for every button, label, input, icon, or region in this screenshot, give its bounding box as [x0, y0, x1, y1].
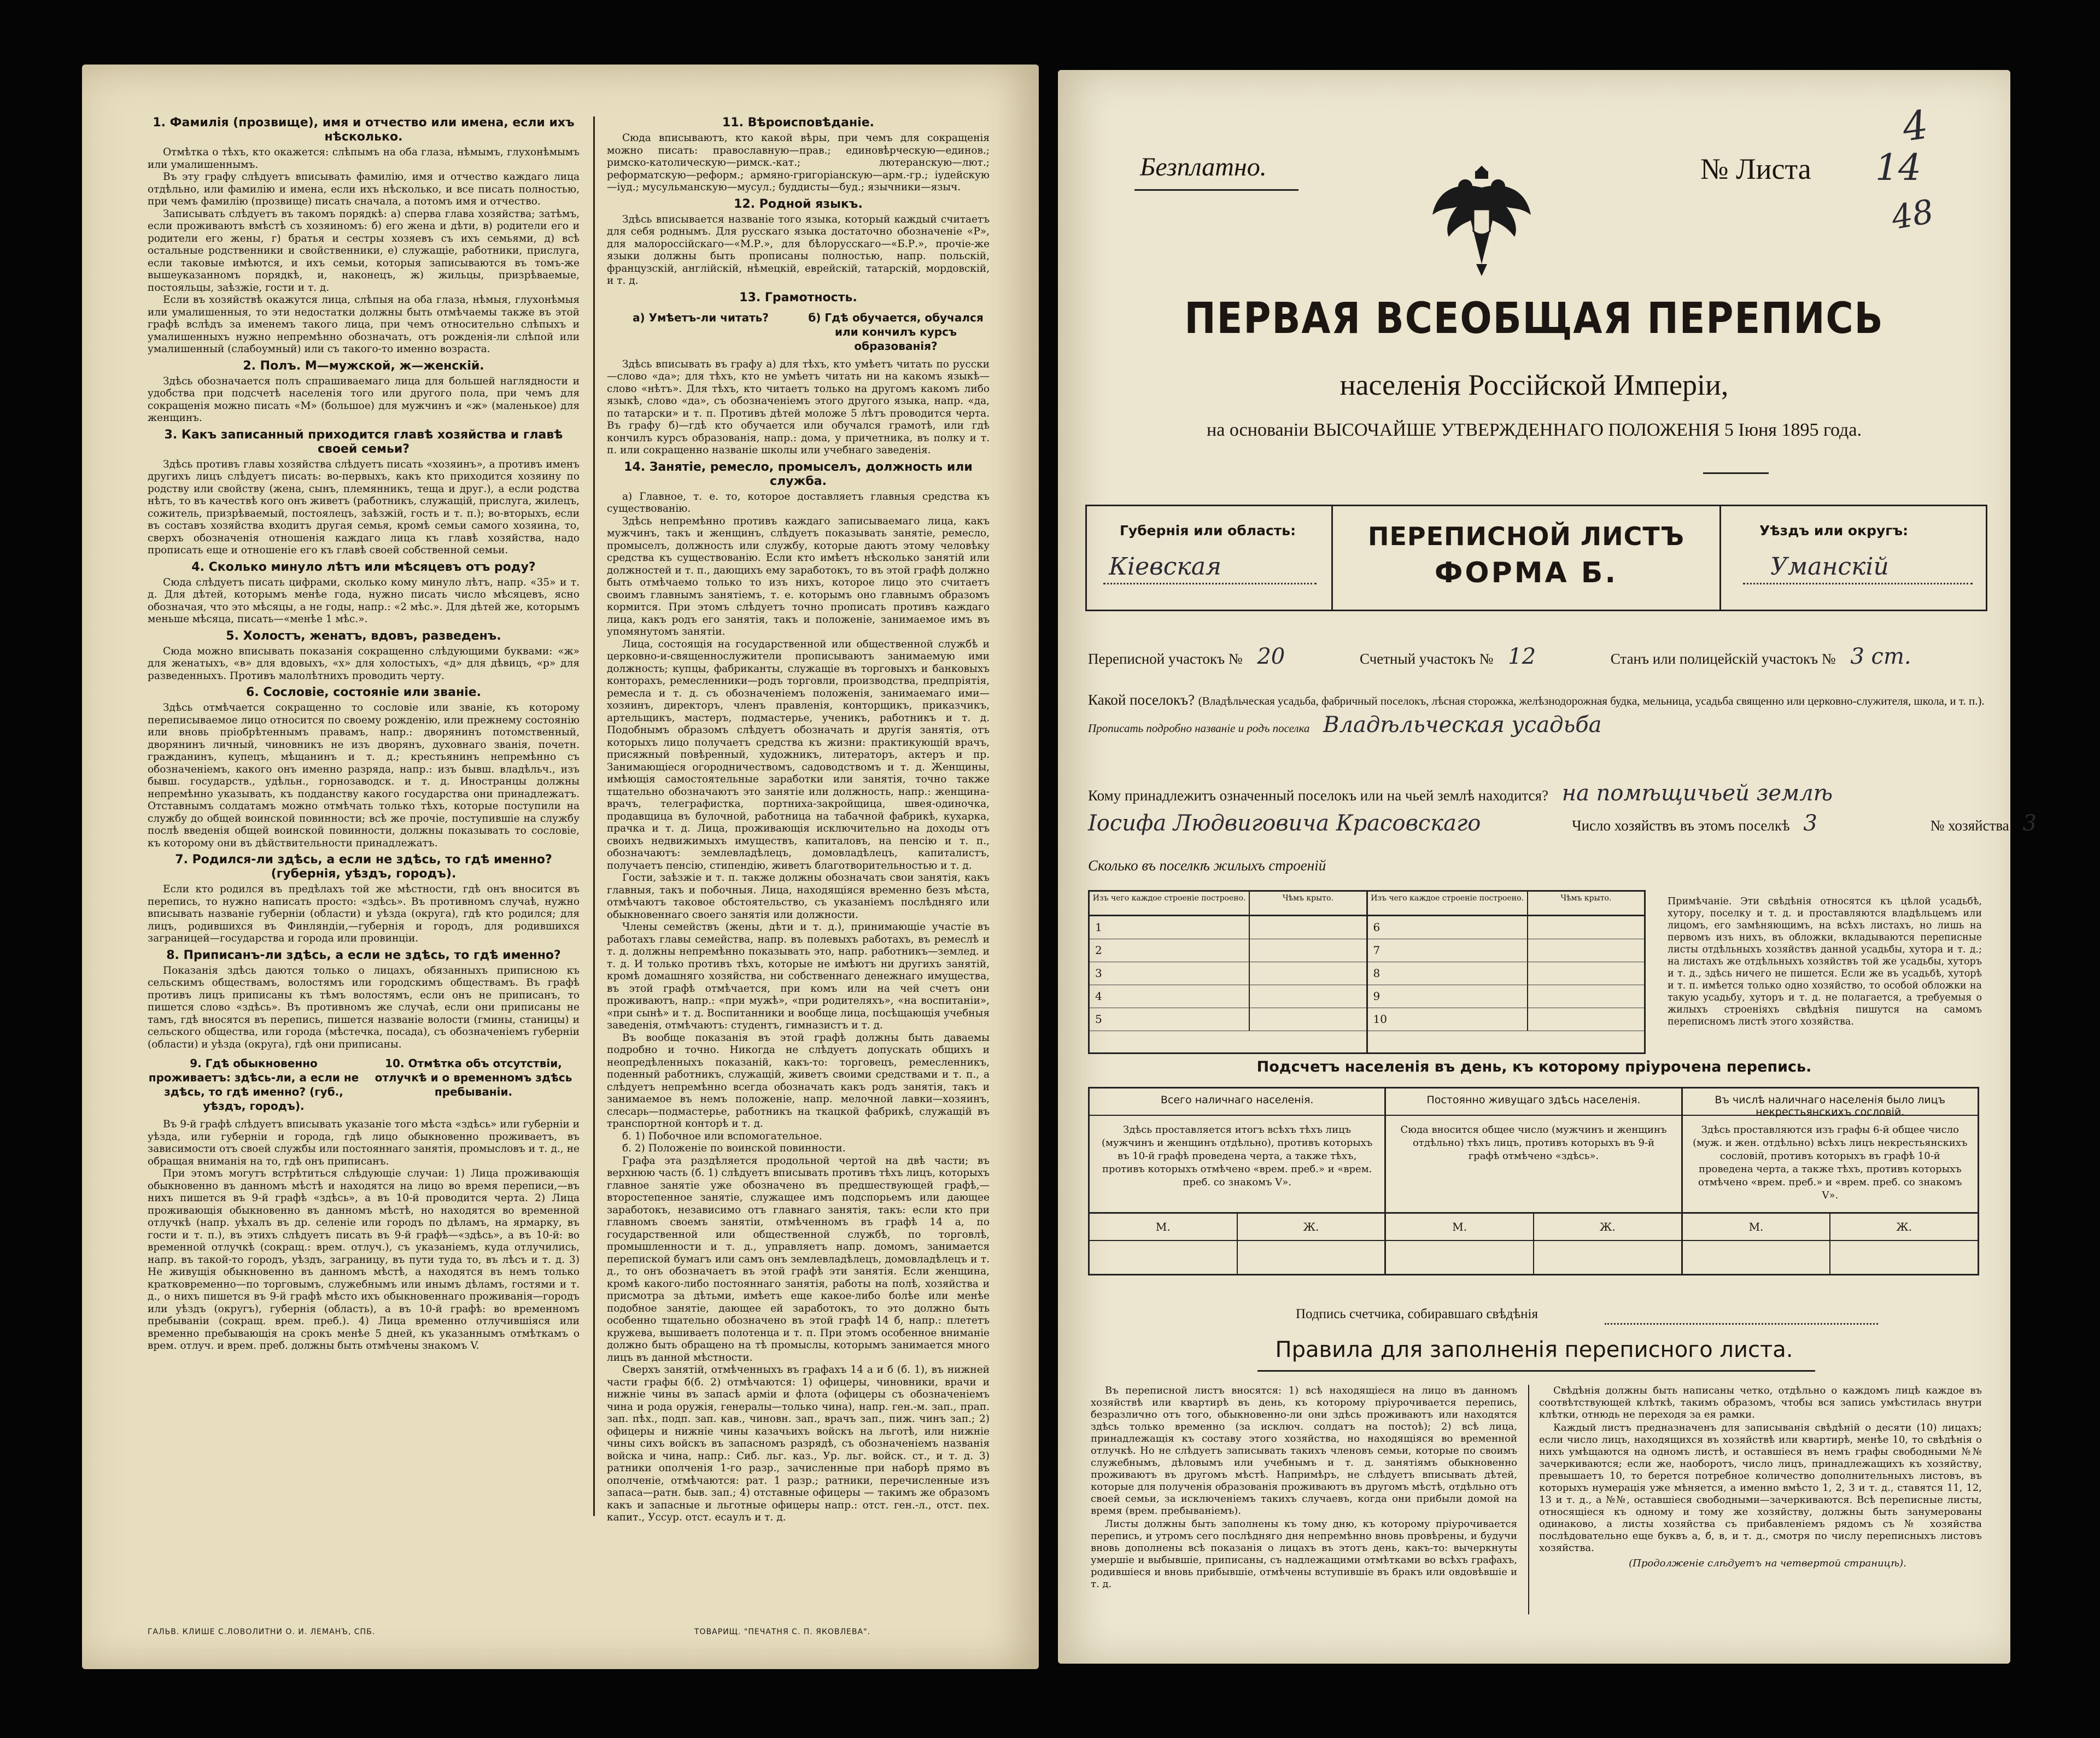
form-header-box — [1085, 505, 1987, 611]
section-heading: 13. Грамотность. — [739, 290, 857, 305]
row-number: 8 — [1368, 962, 1528, 985]
instruction-section — [148, 116, 580, 356]
left-page — [82, 65, 1039, 1669]
instruction-section — [607, 291, 990, 305]
population-column-description: Здѣсь проставляются изъ графы 6-й общее число (муж. и жен. отдѣльно) всѣхъ лицъ некрестьянскихъ сословій, противъ которыхъ въ графѣ 10-й проведена черта, а также тѣхъ, противъ которыхъ отмѣчено «врем. преб.» и «врем. преб. со знакомъ V». — [1683, 1116, 1978, 1214]
sex-header-row — [1683, 1214, 1978, 1241]
row-roof-cell — [1250, 916, 1261, 939]
rules-heading: Правила для заполненія переписного листа. — [1275, 1337, 1793, 1362]
stan-value: 3 ст. — [1850, 644, 1911, 669]
corner-mark: 4 — [1899, 101, 1931, 150]
section-heading: 11. Вѣроисповѣданіе. — [722, 116, 874, 130]
row-roof-cell — [1250, 939, 1261, 962]
population-column-header: Всего наличнаго населенія. — [1090, 1089, 1384, 1116]
sex-header-row — [1090, 1214, 1384, 1241]
row-roof-cell — [1528, 916, 1539, 939]
row-number: 1 — [1090, 916, 1250, 939]
buildings-remark: Примѣчаніе. Эти свѣдѣнія относятся къ цѣлой усадьбѣ, хутору, поселку и т. д. и проставляются владѣльцемъ или лицомъ, его замѣняющимъ, на всѣхъ листахъ, но лишь на первомъ изъ нихъ, въ обложки, вкладываются переписные листы отдѣльныхъ хозяйствъ данной усадьбы, хутора и т. д.; на листахъ же отдѣльныхъ хозяйствъ той же усадьбы, хуторъ и т. д., здѣсь ничего не пишется. Если же въ усадьбѣ, хуторѣ и т. п. имѣется только одно хозяйство, то особой обложки на такую усадьбу, хуторъ и т. д. не полагается, а требуемыя о жилыхъ строеніяхъ свѣдѣнія пишутся на самомъ переписномъ листѣ этого хозяйства. — [1668, 896, 1982, 1027]
continuation-note: (Продолженіе слѣдуетъ на четвертой страницѣ). — [1629, 1558, 1906, 1569]
section-heading: 3. Какъ записанный приходится главѣ хозяйства и главѣ своей семьи? — [164, 428, 563, 456]
instruction-section — [607, 197, 990, 288]
province-cell — [1087, 506, 1333, 610]
settlement-line — [1088, 688, 1985, 740]
census-section-label: Переписной участокъ № — [1088, 651, 1243, 667]
section-heading: 1. Фамилія (прозвище), имя и отчество или имена, если ихъ нѣсколько. — [153, 116, 575, 144]
population-column-header: Постоянно живущаго здѣсь населенія. — [1386, 1089, 1681, 1116]
form-subtitle: ФОРМА Б. — [1434, 557, 1618, 589]
section-paragraph: Сверхъ занятій, отмѣченныхъ въ графахъ 14 а и б (б. 1), въ нижней части графы б(б. 2) отмѣчаются: 1) офицеры, чиновники, врачи и нижніе чины въ запасѣ арміи и флота (офицеры съ обозначеніемъ чина и рода оружія, генералы—только чина), напр. ген.-м. зап., прап. зап. пѣх., подп. зап. кав., чиновн. зап., врачъ зап., пиж. чинъ зап.; 2) офицеры и нижніе чины казачьихъ войскъ на льготѣ, или нижніе чины сихъ войскъ въ запасномъ разрядѣ, съ обозначеніемъ названія войска и чина, напр.: Сиб. льг. каз., Ур. льг. войск. ст., и т. д. 3) ратники ополченія 1-го разр., зачисленные при наборѣ прямо въ ополченіе, отмѣчаются: рат. 1 разр.; ратники, перечисленные изъ запаса—ратн. быв. зап.; 4) отставные офицеры — такимъ же образомъ какъ и запасные и льготные офицеры напр.: отст. ген.-л., отст. пех. капит., Уссур. отст. есаулъ и т. д. — [607, 1364, 990, 1523]
male-count-cell — [1683, 1241, 1831, 1274]
row-number: 9 — [1368, 985, 1528, 1008]
section-paragraph: Здѣсь противъ главы хозяйства слѣдуетъ писать «хозяинъ», а противъ именъ другихъ лицъ слѣдуетъ писать: во-первыхъ, какъ кто приходится хозяину по родству или свойству (жена, сынъ, племянникъ, теща и друг.), а если родства нѣтъ, то въ качествѣ кого онъ живетъ (работникъ, служащій, прислуга, жилецъ, сожитель, призрѣваемый, постоялецъ, заѣзжій, гость и т. п.); во-вторыхъ, если въ составъ хозяйства входитъ другая семья, кромѣ семьи самого хозяина, то, сверхъ обозначенія отношенія каждаго лица къ главѣ хозяйства, надо прописать еще и отношеніе его къ главѣ своей собственной семьи. — [148, 458, 580, 556]
section-heading: 12. Родной языкъ. — [734, 197, 863, 211]
section-paragraph: При этомъ могутъ встрѣтиться слѣдующіе случаи: 1) Лица проживающія обыкновенно въ данномъ мѣстѣ и находятся на лицо во время переписи,—въ нихъ пишется въ 9-й графѣ «здѣсь», а въ 10-й проводится черта. 2) Лица проживающія обыкновенно въ данномъ мѣстѣ, но находятся во временной отлучкѣ (напр. уѣхалъ въ др. селеніе или городъ по дѣламъ, на ярмарку, въ гости и т. п.), въ этихъ слѣдуетъ писать въ 9-й графѣ—«здѣсь», а въ 10-й: во временной отлучкѣ (сокращ.: врем. отлуч.), съ указаніемъ, куда отлучились, напр. въ такой-то городъ, уѣздъ, заграницу, въ пути туда то, въ лѣсъ и т. д. 3) Не живущія обыкновенно въ данномъ мѣстѣ, а находятся въ немъ только кратковременно—по торговымъ, служебнымъ или инымъ дѣламъ, гостями и т. д., о нихъ пишется въ 9-й графѣ мѣсто ихъ обыкновеннаго проживанія—городъ или уѣздъ (округъ), губернія (область), а въ 10-й графѣ: во временномъ пребываніи (сокращ. врем. преб.). 4) Лица временно отлучившіяся или временно пребывающія на срокъ менѣе 5 дней, къ указаннымъ отмѣткамъ о врем. отлуч. и врем. преб. должны быть отмѣчены знакомъ V. — [148, 1168, 580, 1351]
owner-households-line — [1088, 811, 2037, 836]
rules-paragraph: Каждый листъ предназначенъ для записыванія свѣдѣній о десяти (10) лицахъ; если число лицъ, находящихся въ хозяйствѣ или квартирѣ, менѣе 10, то свѣдѣнія о нихъ умѣщаются на одномъ листѣ, и оставшіеся въ немъ графы свободными №№ зачеркиваются; если же, наоборотъ, число лицъ, принадлежащихъ къ хозяйству, превышаетъ 10, то берется потребное количество дополнительныхъ листовъ, въ которыхъ нумерація уже мѣняется, а именно вмѣсто 1, 2, 3 и т. д., ставятся 11, 12, 13 и т. д., а №№, оставшіеся свободными—зачеркиваются. Всѣ переписные листы, относящіеся къ одному и тому же хозяйству, должны быть занумерованы одинаково, а листы хозяйства съ прибавленіемъ рядомъ съ № хозяйства послѣдовательно еще буквъ а, б, в, и т. д., смотря по числу переписныхъ листовъ хозяйства. — [1539, 1422, 1982, 1554]
section-paragraph: Здѣсь отмѣчается сокращенно то сословіе или званіе, къ которому переписываемое лицо относится по своему рожденію, или прежнему состоянію или вновь пріобрѣтеннымъ правамъ, напр.: дворянинъ потомственный, дворянинъ личный, чиновникъ не изъ дворянъ, духовнаго званія, почетн. гражданинъ, купецъ, мѣщанинъ и т. д.; крестьянинъ непремѣнно съ обозначеніемъ, какого онъ именно разряда, напр.: изъ бывш. владѣльч., изъ бывш. государств., удѣльн., горнозаводск. и т. д. Иностранцы должны непремѣнно указывать, къ подданству какого государства они принадлежатъ. Отставнымъ солдатамъ можно отмѣчать только тѣхъ, которые поступили на службу до общей воинской повинности; всѣ же прочіе, поступившіе на службу послѣ введенія общей воинской повинности, должны показывать то сословіе, къ которому они въ дѣйствительности принадлежатъ. — [148, 702, 580, 849]
population-column — [1090, 1089, 1386, 1274]
table-row — [1090, 985, 1366, 1008]
owner-value-1: на помѣщичьей землѣ — [1561, 781, 1833, 806]
section-paragraph: Если кто родился въ предѣлахъ той же мѣстности, гдѣ онъ вносится въ перепись, то нужно написать просто: «здѣсь». Въ противномъ случаѣ, нужно вписывать названіе губерніи (области) и уѣзда (округа), гдѣ кто родился; для лицъ, родившихся въ Финляндіи,—губернія и городъ, для родившихся заграницей—государства и города или провинціи. — [148, 883, 580, 944]
section-paragraph: Если въ хозяйствѣ окажутся лица, слѣпыя на оба глаза, нѣмыя, глухонѣмыя или умалишенныя, то эти недостатки должны быть отмѣчаемы также въ этой графѣ вслѣдъ за именемъ такого лица, при чемъ относительно слѣпыхъ и умалишенныхъ нужно непремѣнно обозначать, отъ рожденія-ли слѣпой или умалишенный (слабоумный) или съ такого-то именно возраста. — [148, 294, 580, 355]
population-column-description: Сюда вносится общее число (мужчинъ и женщинъ отдѣльно) тѣхъ лицъ, противъ которыхъ въ 9-й графѣ отмѣчено «здѣсь». — [1386, 1116, 1681, 1214]
population-column-header: Въ числѣ наличнаго населенія было лицъ некрестьянскихъ сословій. — [1683, 1089, 1978, 1116]
section-paragraph: Въ эту графу слѣдуетъ вписывать фамилію, имя и отчество каждаго лица отдѣльно, или фамилію и имена, если ихъ нѣсколько, и все писать полностью, при чемъ фамилію (прозвище) писать сначала, а потомъ имя и отчество. — [148, 171, 580, 207]
rules-paragraph: Въ переписной листъ вносятся: 1) всѣ находящіеся на лицо въ данномъ хозяйствѣ или квартирѣ въ день, къ которому пріурочивается перепись, безразлично отъ того, обыкновенно-ли они здѣсь проживаютъ или находятся здѣсь только временно (за исключ. солдатъ на постоѣ); 2) всѣ лица, принадлежащія къ составу этого хозяйства, но находящіяся во временной отлучкѣ. Но не слѣдуетъ записывать такихъ членовъ семьи, которые по своимъ служебнымъ, дѣловымъ или учебнымъ и т. д. занятіямъ обыкновенно проживаютъ въ другомъ мѣстѣ. Напримѣръ, не слѣдуетъ вписывать дѣтей, которые для полученія образованія проживаютъ въ другомъ мѣстѣ, отдѣльно отъ своей семьи, за исключеніемъ такихъ случаевъ, когда они прибыли домой на время (врем. пребываніемъ). — [1091, 1385, 1517, 1517]
buildings-table-left — [1090, 892, 1368, 1052]
province-label: Губернія или область: — [1120, 523, 1296, 539]
owner-line — [1088, 781, 1833, 806]
column-divider — [1528, 1385, 1529, 1614]
section-9-10-body — [148, 1119, 580, 1353]
row-roof-cell — [1528, 962, 1539, 985]
rules-paragraph: Свѣдѣнія должны быть написаны четко, отдѣльно о каждомъ лицѣ каждое въ соотвѣтствующей клѣткѣ, такимъ образомъ, чтобы вся запись умѣстилась внутри клѣтки, отнюдь не переходя за ея рамки. — [1539, 1385, 1982, 1420]
section-paragraph: б. 2) Положеніе по воинской повинности. — [622, 1143, 846, 1154]
section-paragraph: Сюда вписываютъ, кто какой вѣры, при чемъ для сокращенія можно писать: православную—прав.; единовѣрческую—единов.; римско-католическую—римск.-кат.; лютеранскую—лют.; реформатскую—реформ.; армяно-григоріанскую—арм.-гр.; іудейскую—іуд.; мусульманскую—мусул.; буддисты—буд.; язычники—языч. — [607, 132, 990, 193]
female-label: Ж. — [1599, 1220, 1616, 1233]
table-row — [1090, 916, 1366, 939]
row-roof-cell — [1528, 985, 1539, 1008]
header-roof: Чѣмъ крыто. — [1560, 894, 1612, 903]
province-value: Кіевская — [1109, 553, 1222, 581]
instruction-section — [148, 359, 580, 425]
table-header — [1368, 892, 1645, 916]
owner-label: Кому принадлежитъ означенный поселокъ или на чьей землѣ находится? — [1088, 787, 1548, 804]
count-entry-row — [1386, 1241, 1681, 1274]
table-row — [1368, 985, 1645, 1008]
male-label: М. — [1683, 1214, 1831, 1240]
male-count-cell — [1386, 1241, 1534, 1274]
male-label: М. — [1090, 1214, 1238, 1240]
section-paragraph: Въ 9-й графѣ слѣдуетъ вписывать указаніе того мѣста «здѣсь» или губерніи и уѣзда, или губерніи и города, гдѣ лицо обыкновенно проживаетъ, въ зависимости отъ своей службы или постояннаго занятія, промысловъ и т. д., не обращая вниманія на то, гдѣ онъ приписанъ. — [148, 1119, 580, 1167]
table-row — [1368, 962, 1645, 985]
household-no-value: 3 — [2022, 811, 2037, 836]
section-heading: 5. Холостъ, женатъ, вдовъ, разведенъ. — [226, 629, 501, 643]
district-label: Уѣздъ или округъ: — [1759, 523, 1909, 539]
row-roof-cell — [1250, 1008, 1261, 1031]
row-roof-cell — [1250, 962, 1261, 985]
sheet-number-label: № Листа — [1700, 153, 1811, 185]
form-title-cell — [1333, 506, 1721, 610]
section-paragraph: Сюда слѣдуетъ писать цифрами, сколько кому минуло лѣтъ, напр. «35» и т. д. Для дѣтей, которымъ менѣе года, нужно писать число мѣсяцевъ, ясно обозначая, что это мѣсяцы, а не годы, напр.: «2 мѣс.». Для дѣтей же, которымъ меньше мѣсяца, писать—«менѣе 1 мѣс.». — [148, 576, 580, 625]
section-paragraph: Записывать слѣдуетъ въ такомъ порядкѣ: а) сперва глава хозяйства; затѣмъ, если проживаютъ вмѣстѣ съ хозяиномъ: б) его жена и дѣти, в) родители его и родители его жены, г) братья и сестры хозяевъ съ ихъ семьями, д) всѣ остальные родственники и свойственники, е) служащіе, работники, прислуга, если таковые имѣются, и ихъ семьи, которыя записываются въ томъ-же вышеуказанномъ порядкѣ, и, наконецъ, ж) жильцы, призрѣваемые, постояльцы, заѣзжіе, гости и т. д. — [148, 208, 580, 294]
section-paragraph: Графа эта раздѣляется продольной чертой на двѣ части; въ верхнюю часть (б. 1) слѣдуетъ вписывать противъ тѣхъ лицъ, которыхъ главное занятіе уже обозначено въ предшествующей графѣ,—второстепенное занятіе, служащее имъ подспорьемъ или дающее заработокъ, независимо отъ главнаго занятія, такъ: если кто при главномъ своемъ занятіи, отмѣченномъ въ графѣ 14 а, по государственной или общественной службѣ, по торговлѣ, промышленности и т. д., управляетъ напр. домомъ, занимается перепиской бумагъ или самъ онъ землевладѣлецъ, домовладѣлецъ и т. д., то онъ обозначаетъ въ этой графѣ эти занятія. Если женщина, кромѣ какого-либо постояннаго занятія, работы на полѣ, хозяйства и присмотра за дѣтьми, имѣетъ еще какое-либо болѣе или менѣе подобное занятіе, дающее ей заработокъ, то это должно быть особенно тщательно обозначено въ этой графѣ 14 б, напр.: плететъ кружева, вышиваетъ полотенца и т. п. При этомъ особенное вниманіе должно быть обращено на тѣ промыслы, которымъ занимается много лицъ въ данной мѣстности. — [607, 1155, 990, 1364]
household-no-label: № хозяйства — [1930, 817, 2009, 834]
section-paragraph: Здѣсь вписывать въ графу а) для тѣхъ, кто умѣетъ читать по русски—слово «да»; для тѣхъ, кто не умѣетъ читать ни на какомъ языкѣ—слово «нѣтъ». Для тѣхъ, кто читаетъ только на другомъ какомъ либо языкѣ, слово «да», съ обозначеніемъ этого другого языка, напр. «да, по татарски» и т. п. Противъ дѣтей моложе 5 лѣтъ проводится черта. Въ графу б)—гдѣ кто обучается или обучался грамотѣ, или гдѣ кончилъ курсъ образованія, напр.: дома, у причетника, въ полку и т. п. или сокращенно названіе школы или учебнаго заведенія. — [607, 358, 990, 456]
instruction-section — [148, 428, 580, 557]
female-label: Ж. — [1896, 1220, 1912, 1233]
instruction-section — [148, 686, 580, 850]
male-label: М. — [1386, 1214, 1534, 1240]
count-section-value: 12 — [1508, 644, 1536, 669]
section-heading: 2. Полъ. М—мужской, ж—женскій. — [243, 359, 484, 373]
row-number: 3 — [1090, 962, 1250, 985]
dotted-line — [1743, 583, 1973, 584]
row-number: 7 — [1368, 939, 1528, 962]
row-roof-cell — [1250, 985, 1261, 1008]
rules-column-2 — [1539, 1385, 1982, 1642]
instruction-section — [607, 460, 990, 1524]
female-count-cell — [1238, 1241, 1385, 1274]
census-subtitle: населенія Россійской Имперіи, — [1339, 368, 1729, 401]
section-paragraph: Въ вообще показанія въ этой графѣ должны быть даваемы подробно и точно. Никогда не слѣдуетъ допускать общихъ и неопредѣленныхъ показаній, какъ-то: торговецъ, ремесленникъ, поденный работникъ, служащій, живетъ своими средствами и т. п., а слѣдуетъ непремѣнно всегда обозначать какъ родъ занятія, такъ и занимаемое въ немъ положеніе, напр. мелочной лавки—хозяинъ, слесарь—подмастерье, работникъ на ткацкой фабрикѣ, служащій въ транспортной конторѣ и т. д. — [607, 1032, 990, 1130]
section-paragraph: Здѣсь обозначается полъ спрашиваемаго лица для большей наглядности и удобства при подсчетѣ населенія того или другого пола, при чемъ для сокращенія можно писать «М» (большое) для мужчинъ и «ж» (маленькое) для женщинъ. — [148, 375, 580, 424]
buildings-label: Сколько въ поселкѣ жилыхъ строеній — [1088, 857, 1326, 874]
section-paragraph: Отмѣтка о тѣхъ, кто окажется: слѣпымъ на оба глаза, нѣмымъ, глухонѣмымъ или умалишеннымъ. — [148, 147, 580, 171]
section-heading: 7. Родился-ли здѣсь, а если не здѣсь, то гдѣ именно? (губернія, уѣздъ, городъ). — [175, 853, 552, 881]
stan-label: Станъ или полицейскій участокъ № — [1610, 651, 1836, 667]
households-label: Число хозяйствъ въ этомъ поселкѣ — [1572, 817, 1790, 834]
table-row — [1368, 939, 1645, 962]
settlement-instruction: Прописать подробно названіе и родъ поселка — [1088, 722, 1310, 735]
instructions-column-2 — [607, 114, 990, 1535]
buildings-table-right — [1368, 892, 1645, 1052]
divider — [1703, 472, 1769, 474]
enumerator-signature-line — [1296, 1307, 1538, 1322]
population-count-caption: Подсчетъ населенія въ день, къ которому пріурочена перепись. — [1256, 1058, 1812, 1075]
right-page — [1058, 70, 2037, 1664]
buildings-table — [1088, 890, 1646, 1054]
female-label: Ж. — [1303, 1220, 1319, 1233]
section-heading: а) Умѣетъ-ли читать? — [633, 311, 769, 324]
column-divider — [593, 116, 595, 1516]
settlement-value: Владѣльческая усадьба — [1323, 712, 1602, 738]
row-number: 2 — [1090, 939, 1250, 962]
table-row — [1090, 1008, 1366, 1031]
female-count-cell — [1534, 1241, 1681, 1274]
divider — [1257, 1370, 1815, 1372]
section-paragraph: б. 1) Побочное или вспомогательное. — [622, 1130, 822, 1142]
split-heading-13 — [607, 308, 990, 359]
underline — [1134, 189, 1298, 191]
signature-dotted-line — [1605, 1323, 1878, 1325]
table-header — [1090, 892, 1366, 916]
settlement-label: Какой поселокъ? — [1088, 692, 1195, 708]
female-count-cell — [1830, 1241, 1978, 1274]
dotted-line — [1103, 583, 1317, 584]
instruction-section — [148, 949, 580, 1051]
population-column-description: Здѣсь проставляется итогъ всѣхъ тѣхъ лицъ (мужчинъ и женщинъ отдѣльно), противъ которыхъ въ 10-й графѣ проведена черта, а также тѣхъ, противъ которыхъ отмѣчено «врем. преб.» и «врем. преб. со знакомъ V». — [1090, 1116, 1384, 1214]
section-paragraph: Показанія здѣсь даются только о лицахъ, обязанныхъ приписною къ сельскимъ обществамъ, волостямъ или городскимъ обществамъ. Въ графѣ противъ лицъ приписаны къ тѣмъ волостямъ, если онъ не приписанъ, то пишется слово «здѣсь». Въ противномъ же случаѣ, если они приписаны не тамъ, гдѣ вносятся въ перепись, пишется названіе волости (гмины, станицы) и сельского общества, или города (мѣстечка, посада), съ обозначеніемъ губерніи (области) и уѣзда (округа), гдѣ они приписаны. — [148, 964, 580, 1050]
section-heading: 8. Приписанъ-ли здѣсь, а если не здѣсь, то гдѣ именно? — [166, 948, 561, 962]
table-row — [1090, 962, 1366, 985]
header-material: Изъ чего каждое строеніе построено. — [1090, 892, 1250, 915]
settlement-hint: (Владѣльческая усадьба, фабричный поселокъ, лѣсная сторожка, желѣзнодорожная будка, мельница, усадьба священно или церковно-служителя, школа, и т. п.). — [1198, 694, 1985, 707]
sex-header-row — [1386, 1214, 1681, 1241]
rules-paragraph: Листы должны быть заполнены къ тому дню, къ которому пріурочивается перепись, и утромъ сего послѣдняго дня непремѣнно вновь провѣрены, и будучи вновь дополнены всѣ показанія о лицахъ въ этотъ день, какъ-то: вычеркнуты умершіе и выбывшіе, приписаны, съ надлежащими отмѣтками во всѣхъ графахъ, родившіеся и вновь прибывшіе, отмѣчены вступившіе въ бракъ или овдовѣвшіе и т. д. — [1091, 1518, 1517, 1590]
split-heading-9-10 — [148, 1054, 580, 1119]
section-heading: 9. Гдѣ обыкновенно проживаетъ: здѣсь-ли, а если не здѣсь, то гдѣ именно? (губ., уѣздъ, городъ). — [148, 1057, 359, 1113]
section-paragraph: Члены семействъ (жены, дѣти и т. д.), принимающіе участіе въ работахъ главы семейства, напр. въ полевыхъ работахъ, въ ремеслѣ и т. д. должны непремѣнно показывать это, напр. работникъ—землед. и т. д. И только противъ тѣхъ, которые не имѣютъ ни другихъ занятій, кромѣ домашняго хозяйства, ни собственнаго денежнаго имущества, въ этой графѣ отмѣчается, при комъ или на чей счетъ они проживаютъ, напр.: «при мужѣ», «при родителяхъ», «на воспитаніи», «при сынѣ» и т. д. Воспитанники и вообще лица, посѣщающія учебныя заведенія, отмѣчаютъ: студентъ, гимназистъ и т. д. — [607, 921, 990, 1031]
section-paragraph: Здѣсь вписывается названіе того языка, который каждый считаетъ для себя роднымъ. Для русскаго языка достаточно обозначеніе «Р», для малороссійскаго—«М.Р.», для бѣлорусскаго—«Б.Р.», прочіе-же языки должны быть прописаны полностью, напр. польскій, французскій, англійскій, нѣмецкій, еврейскій, татарскій, мордовскій, и т. д. — [607, 213, 990, 286]
census-main-title: ПЕРВАЯ ВСЕОБЩАЯ ПЕРЕПИСЬ — [1184, 294, 1884, 343]
section-paragraph: Гости, заѣзжіе и т. п. также должны обозначать свои занятія, какъ главныя, такъ и побочныя. Лица, находящіяся временно безъ мѣста, отмѣчаютъ таковое обстоятельство, съ указаніемъ послѣдняго или обыкновеннаго своего занятія или должности. — [607, 872, 990, 921]
count-entry-row — [1090, 1241, 1384, 1274]
households-value: 3 — [1803, 811, 1817, 836]
section-heading: б) Гдѣ обучается, обучался или кончилъ курсъ образованія? — [808, 311, 984, 353]
census-legal-basis: на основаніи ВЫСОЧАЙШЕ УТВЕРЖДЕННАГО ПОЛОЖЕНІЯ 5 Іюня 1895 года. — [1207, 420, 1862, 440]
instructions-column-1 — [148, 114, 580, 1535]
rules-column-1 — [1091, 1385, 1517, 1642]
count-entry-row — [1683, 1241, 1978, 1274]
header-roof: Чѣмъ крыто. — [1282, 894, 1333, 903]
double-headed-eagle-emblem-icon — [1427, 155, 1536, 280]
row-roof-cell — [1528, 1008, 1539, 1031]
section-heading: 14. Занятіе, ремесло, промыселъ, должность или служба. — [624, 460, 973, 488]
population-column — [1683, 1089, 1978, 1274]
side-mark: 48 — [1888, 192, 1937, 238]
table-row — [1368, 1008, 1645, 1031]
count-section-label: Счетный участокъ № — [1359, 651, 1494, 667]
section-paragraph: Здѣсь непремѣнно противъ каждаго записываемаго лица, какъ мужчинъ, такъ и женщинъ, слѣдуетъ показывать занятіе, ремесло, промыселъ, должность или службу, которые даютъ этому человѣку средства къ существованію. Если кто имѣетъ нѣсколько занятій или должностей и т. п., дающихъ ему заработокъ, то въ этой графѣ должно быть отмѣчаемо только то изъ нихъ, которое лицо это считаетъ своимъ главнымъ занятіемъ, т. е. которымъ оно главнымъ образомъ кормится. При этомъ слѣдуетъ точно прописать противъ каждаго лица, какъ родъ его занятія, такъ и положеніе, занимаемое имъ въ упомянутомъ занятіи. — [607, 515, 990, 637]
instruction-section — [148, 560, 580, 626]
section-heading: 10. Отмѣтка объ отсутствіи, отлучкѣ и о временномъ здѣсь пребываніи. — [375, 1057, 572, 1098]
printer-imprint: ГАЛЬВ. КЛИШЕ С.ЛОВОЛИТНИ О. И. ЛЕМАНЪ, СПБ. — [148, 1628, 376, 1636]
section-paragraph: Сюда можно вписывать показанія сокращенно слѣдующими буквами: «ж» для женатыхъ, «в» для вдовыхъ, «х» для холостыхъ, «д» для дѣвицъ, «р» для разведенныхъ. Противъ малолѣтнихъ проводить черту. — [148, 645, 580, 682]
sheet-number-value: 14 — [1875, 147, 1921, 189]
table-row — [1090, 939, 1366, 962]
row-roof-cell — [1528, 939, 1539, 962]
row-number: 5 — [1090, 1008, 1250, 1031]
male-count-cell — [1090, 1241, 1238, 1274]
section-heading: 4. Сколько минуло лѣтъ или мѣсяцевъ отъ роду? — [191, 560, 536, 574]
population-column — [1386, 1089, 1682, 1274]
section-heading: 6. Сословіе, состояніе или званіе. — [246, 686, 481, 699]
header-material: Изъ чего каждое строеніе построено. — [1368, 892, 1528, 915]
instruction-section — [607, 359, 990, 457]
section-paragraph: а) Главное, т. е. то, которое доставляетъ главныя средства къ существованію. — [607, 490, 990, 514]
district-cell — [1721, 506, 1989, 610]
owner-value-2: Іосифа Людвиговича Красовскаго — [1088, 811, 1481, 836]
district-value: Уманскій — [1770, 553, 1889, 581]
instruction-section — [607, 116, 990, 194]
free-label: Безплатно. — [1140, 153, 1267, 182]
row-number: 4 — [1090, 985, 1250, 1008]
signature-label: Подпись счетчика, собиравшаго свѣдѣнія — [1296, 1307, 1538, 1321]
row-number: 6 — [1368, 916, 1528, 939]
instruction-section — [148, 629, 580, 683]
form-title: ПЕРЕПИСНОЙ ЛИСТЪ — [1368, 522, 1684, 551]
section-paragraph: Лица, состоящія на государственной или общественной службѣ и церковно-и-священнослужители прописываютъ занимаемую ими должность; купцы, фабриканты, служащіе въ торговыхъ и банковыхъ конторахъ, ремесленники—родъ торговли, производства, предпріятія, ремесла и т. д. съ обозначеніемъ положенія, занимаемаго ими—хозяинъ, директоръ, членъ правленія, конторщикъ, приказчикъ, артельщикъ, мастеръ, подмастерье, ученикъ, работникъ и т. д. Подобнымъ образомъ слѣдуетъ обозначать и другія занятія, отъ которыхъ лицо получаетъ средства къ жизни: практикующій врачъ, присяжный повѣренный, художникъ, литераторъ, актеръ и пр. Занимающіеся огородничествомъ, садоводствомъ и т. д. Женщины, имѣющія самостоятельные заработки или занятія, точно также тщательно обозначаютъ это занятіе или должность, напр.: женщина-врачъ, телеграфистка, портниха-закройщица, швея-одиночка, продавщица въ булочной, работница на табачной фабрикѣ, кухарка, прачка и т. д. Лица, проживающія исключительно на доходы отъ своихъ недвижимыхъ имуществъ, капиталовъ, на пенсію и т. п., обозначаютъ: землевладѣлецъ, домовладѣлецъ, капиталистъ, получаетъ пенсію, стипендію, живетъ благотворительностью и т. д. — [607, 638, 990, 871]
row-number: 10 — [1368, 1008, 1528, 1031]
section-numbers-line — [1088, 644, 1911, 669]
instruction-section — [148, 853, 580, 945]
census-section-value: 20 — [1257, 644, 1285, 669]
printer-imprint: ТОВАРИЩ. "ПЕЧАТНЯ С. П. ЯКОВЛЕВА". — [694, 1628, 870, 1636]
population-count-table — [1088, 1087, 1979, 1275]
table-row — [1368, 916, 1645, 939]
